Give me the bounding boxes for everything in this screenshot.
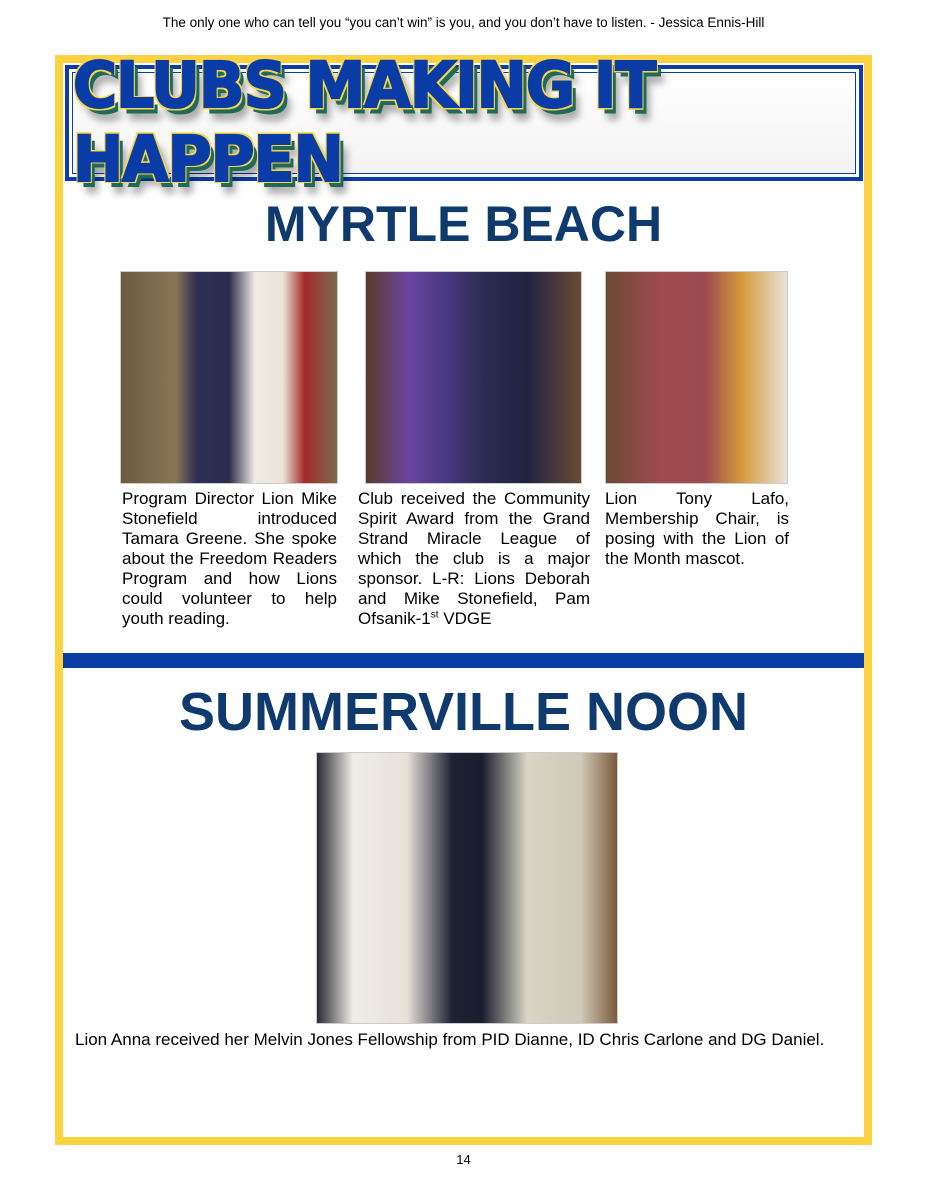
photo-lion-mascot — [605, 271, 788, 484]
banner-title: CLUBS MAKING IT HAPPEN — [73, 49, 656, 197]
caption-melvin-jones-fellowship: Lion Anna received her Melvin Jones Fellowship from PID Dianne, ID Chris Carlone and DG Daniel. — [75, 1030, 825, 1049]
caption-superscript: st — [430, 609, 439, 621]
page-number: 14 — [456, 1152, 471, 1167]
section-divider — [63, 653, 864, 668]
photo-melvin-jones-fellowship — [316, 752, 618, 1024]
caption-program-director: Program Director Lion Mike Stonefield introduced Tamara Greene. She spoke about the Freedom Readers Program and how Lions could volunteer to help youth reading. — [122, 489, 337, 628]
caption-community-spirit-award — [358, 489, 590, 629]
section-title-myrtle-beach: MYRTLE BEACH — [264, 196, 663, 252]
caption-text-end: VDGE — [438, 609, 492, 628]
photo-program-director — [120, 271, 338, 484]
photo-community-spirit-award — [365, 271, 582, 484]
section-title-summerville-noon: SUMMERVILLE NOON — [178, 682, 749, 742]
banner-inner — [72, 49, 856, 197]
header-quote: The only one who can tell you “you can’t win” is you, and you don’t have to listen. - Jessica Ennis-Hill — [162, 15, 765, 30]
caption-text: Club received the Community Spirit Award from the Grand Strand Miracle League of which the club is a major sponsor. L-R: Lions Deborah and Mike Stonefield, Pam Ofsanik-1 — [358, 489, 590, 628]
page-frame — [55, 49, 872, 1145]
caption-lion-mascot: Lion Tony Lafo, Membership Chair, is posing with the Lion of the Month mascot. — [605, 489, 789, 568]
banner — [65, 49, 863, 197]
